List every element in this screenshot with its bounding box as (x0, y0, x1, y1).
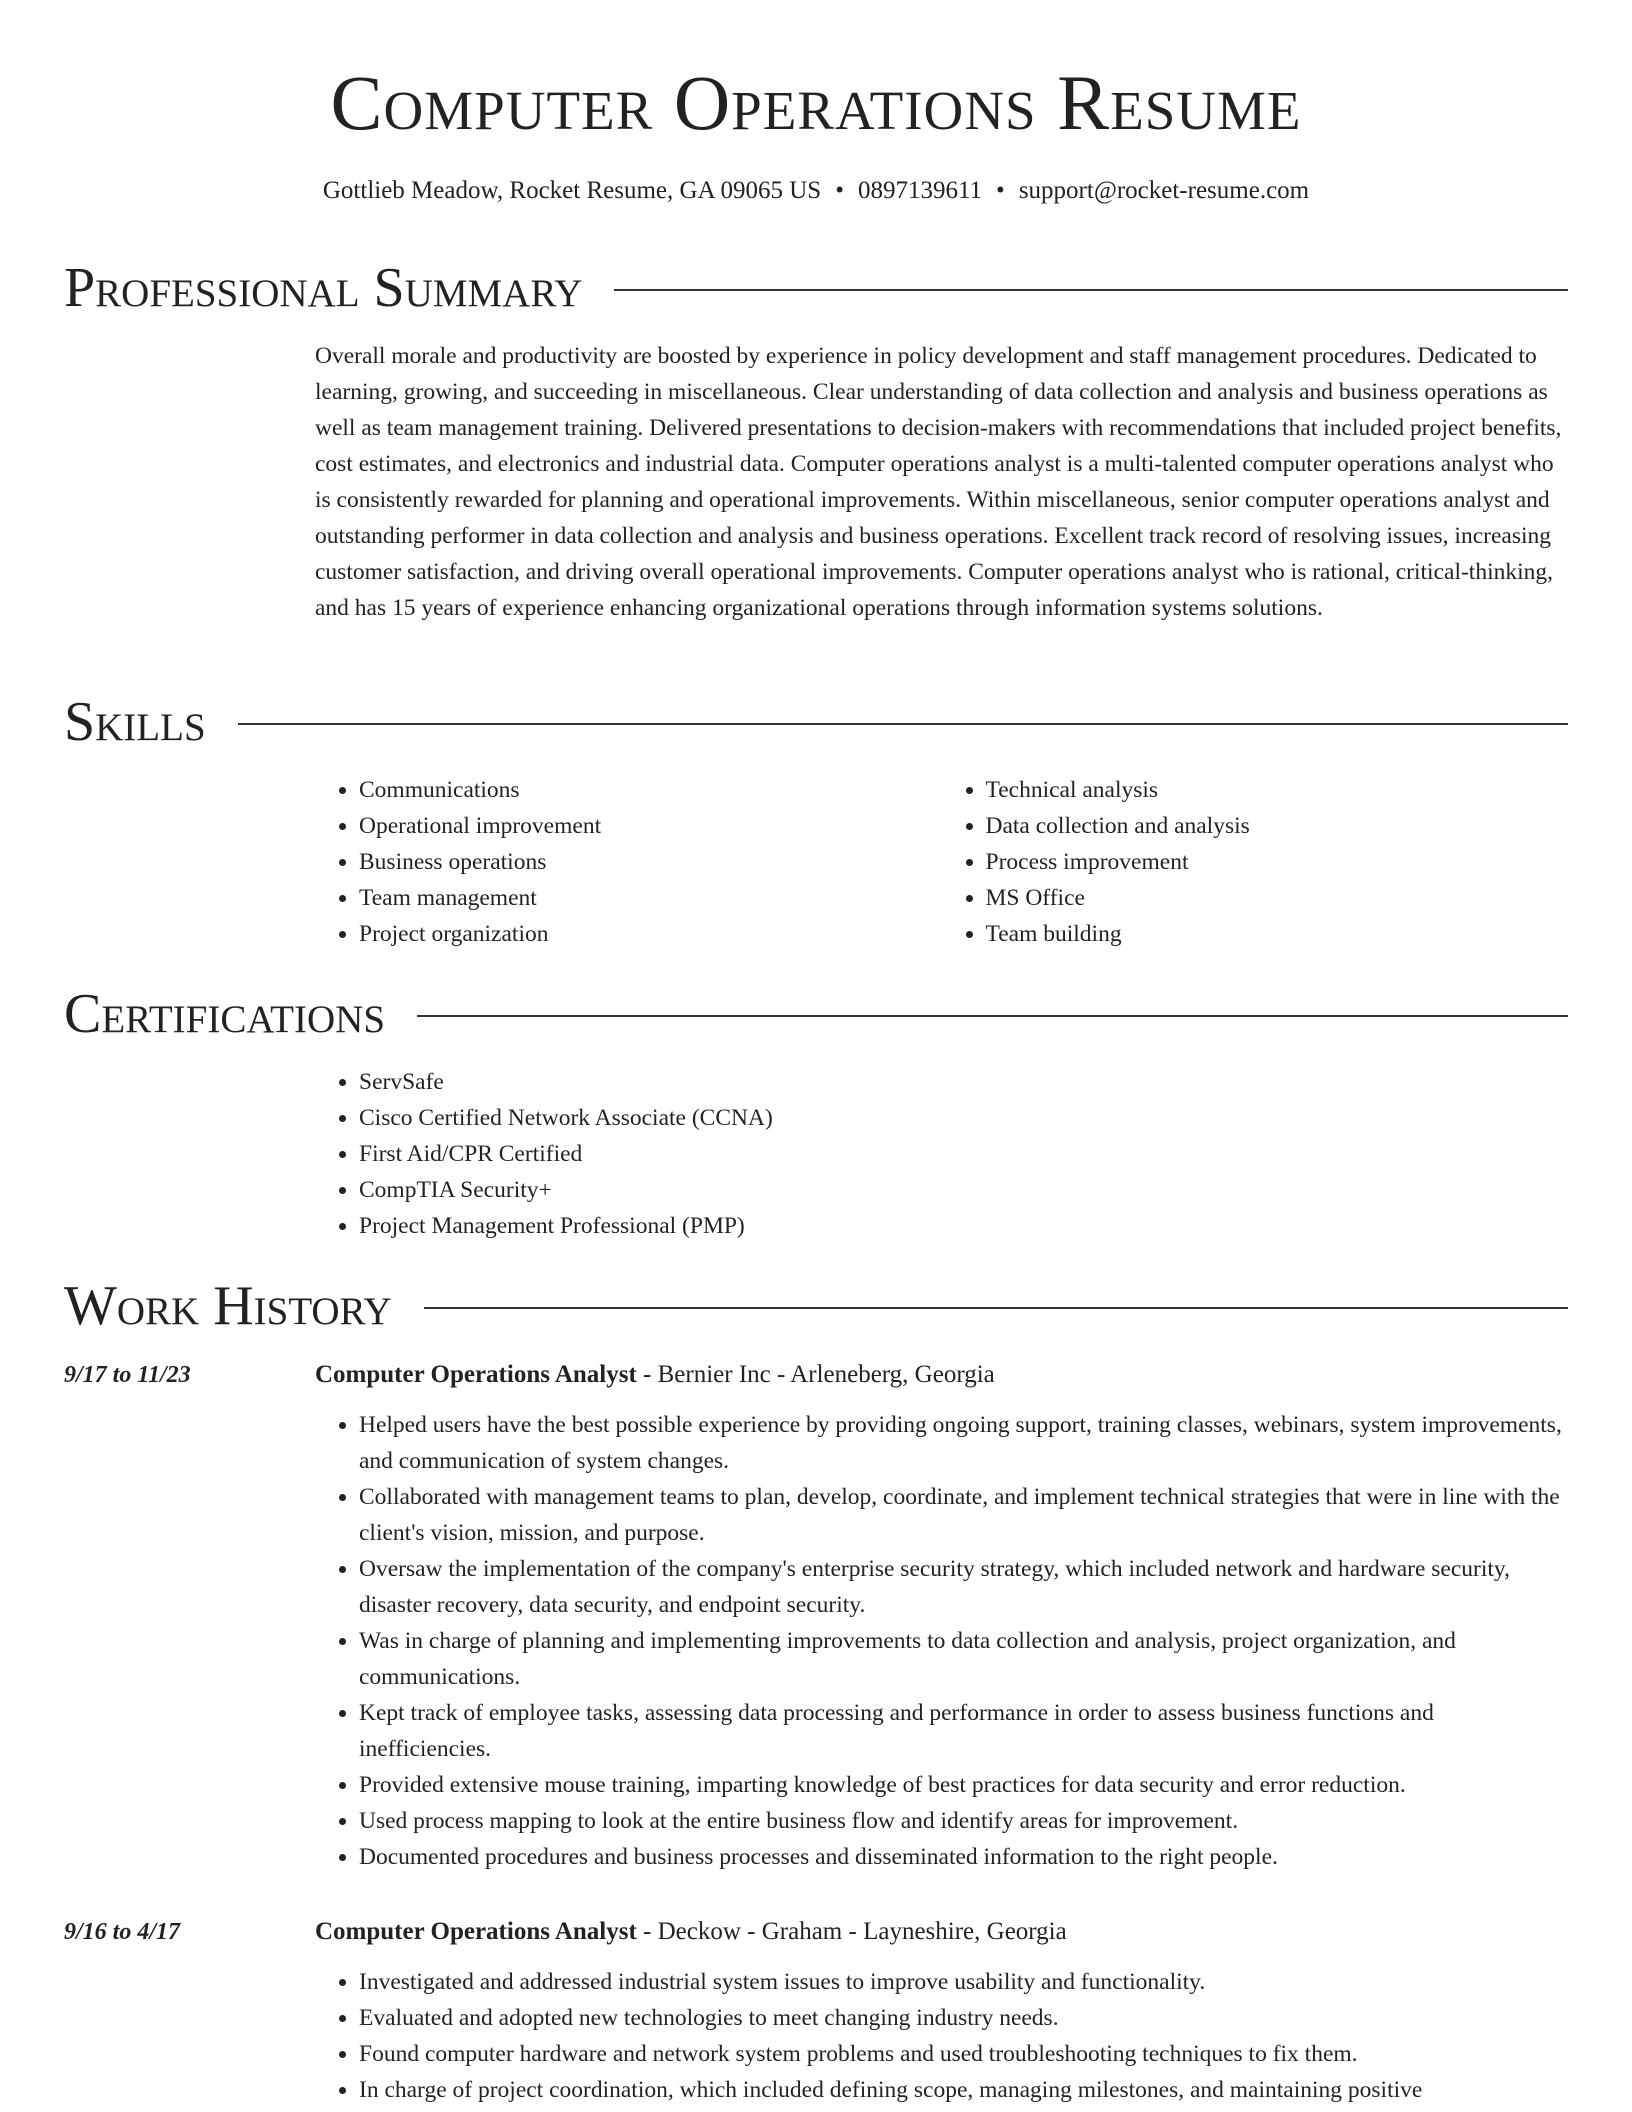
skill-item: • MS Office (986, 880, 1569, 916)
job-heading (315, 1914, 1568, 1950)
skills-heading (64, 692, 1568, 752)
skill-item: • Communications (359, 772, 942, 808)
job-bullet: • Helped users have the best possible experience by providing ongoing support, training classes, webinars, system improvements, and communication of system changes. (359, 1407, 1568, 1479)
certification-item: • Project Management Professional (PMP) (359, 1208, 1568, 1244)
certification-item: • Cisco Certified Network Associate (CCNA) (359, 1100, 1568, 1136)
work-history-heading (64, 1276, 1568, 1336)
contact-address: Gottlieb Meadow, Rocket Resume, GA 09065 US (322, 177, 822, 204)
job-bullet: • Documented procedures and business processes and disseminated information to the right people. (359, 1839, 1568, 1875)
section-title: Work History (64, 1275, 392, 1337)
section-divider (424, 1307, 1568, 1309)
section-title: Skills (64, 691, 206, 753)
job-bullets (315, 1964, 1568, 2108)
job-bullet: • Kept track of employee tasks, assessing data processing and performance in order to assess business functions and inefficiencies. (359, 1695, 1568, 1767)
job-entry (315, 1357, 1568, 1875)
summary-text: Overall morale and productivity are boosted by experience in policy development and staff management procedures. Dedicated to learning, growing, and succeeding in miscellaneous. Clear understanding of data collection and analysis and business operations as well as team management training. Delivered presentations to decision-makers with recommendations that included project benefits, cost estimates, and electronics and industrial data. Computer operations analyst is a multi-talented computer operations analyst who is consistently rewarded for planning and operational improvements. Within miscellaneous, senior computer operations analyst and outstanding performer in data collection and analysis and business operations. Excellent track record of resolving issues, increasing customer satisfaction, and driving overall operational improvements. Computer operations analyst who is rational, critical-thinking, and has 15 years of experience enhancing organizational operations through information systems solutions. (315, 343, 1562, 621)
section-title: Professional Summary (64, 257, 583, 319)
job-employer: - Bernier Inc - Arleneberg, Georgia (636, 1361, 995, 1388)
certification-item: • ServSafe (359, 1064, 1568, 1100)
job-bullet: • Collaborated with management teams to plan, develop, coordinate, and implement technical strategies that were in line with the client's vision, mission, and purpose. (359, 1479, 1568, 1551)
job-bullet: • Used process mapping to look at the entire business flow and identify areas for improvement. (359, 1803, 1568, 1839)
skill-item: • Business operations (359, 844, 942, 880)
section-title: Certifications (64, 983, 386, 1045)
job-employer: - Deckow - Graham - Layneshire, Georgia (636, 1918, 1067, 1945)
certification-item: • CompTIA Security+ (359, 1172, 1568, 1208)
skill-item: • Project organization (359, 916, 942, 952)
certifications-heading (64, 984, 1568, 1044)
resume-title: Computer Operations Resume (330, 59, 1302, 146)
contact-separator: • (835, 177, 844, 204)
job-bullet: • Found computer hardware and network system problems and used troubleshooting techniques to fix them. (359, 2036, 1568, 2072)
job-dates: 9/17 to 11/23 (64, 1362, 191, 1388)
job-bullet: • Oversaw the implementation of the company's enterprise security strategy, which included network and hardware security, disaster recovery, data security, and endpoint security. (359, 1551, 1568, 1623)
section-divider (417, 1015, 1568, 1017)
contact-separator: • (996, 177, 1005, 204)
contact-phone: 0897139611 (857, 177, 983, 204)
skill-item: • Team management (359, 880, 942, 916)
job-bullet: • Provided extensive mouse training, imparting knowledge of best practices for data security and error reduction. (359, 1767, 1568, 1803)
job-bullet: • Investigated and addressed industrial system issues to improve usability and functionality. (359, 1964, 1568, 2000)
skills-column-left (315, 772, 942, 952)
section-divider (614, 289, 1568, 291)
contact-email: support@rocket-resume.com (1018, 177, 1310, 204)
job-bullet: • Was in charge of planning and implementing improvements to data collection and analysis, project organization, and communications. (359, 1623, 1568, 1695)
job-title: Computer Operations Analyst (315, 1918, 637, 1945)
skill-item: • Data collection and analysis (986, 808, 1569, 844)
skill-item: • Team building (986, 916, 1569, 952)
contact-line (0, 175, 1632, 207)
job-title: Computer Operations Analyst (315, 1361, 637, 1388)
summary-heading (64, 258, 1568, 318)
job-dates: 9/16 to 4/17 (64, 1919, 181, 1945)
skills-list (315, 772, 1568, 952)
skill-item: • Operational improvement (359, 808, 942, 844)
job-heading (315, 1357, 1568, 1393)
job-entry (315, 1914, 1568, 2108)
job-bullet: • Evaluated and adopted new technologies to meet changing industry needs. (359, 2000, 1568, 2036)
skill-item: • Technical analysis (986, 772, 1569, 808)
certifications-list (315, 1064, 1568, 1244)
skill-item: • Process improvement (986, 844, 1569, 880)
job-bullet: • In charge of project coordination, which included defining scope, managing milestones, and maintaining positive (359, 2072, 1568, 2108)
job-bullets (315, 1407, 1568, 1875)
skills-column-right (942, 772, 1569, 952)
section-divider (238, 723, 1568, 725)
certification-item: • First Aid/CPR Certified (359, 1136, 1568, 1172)
